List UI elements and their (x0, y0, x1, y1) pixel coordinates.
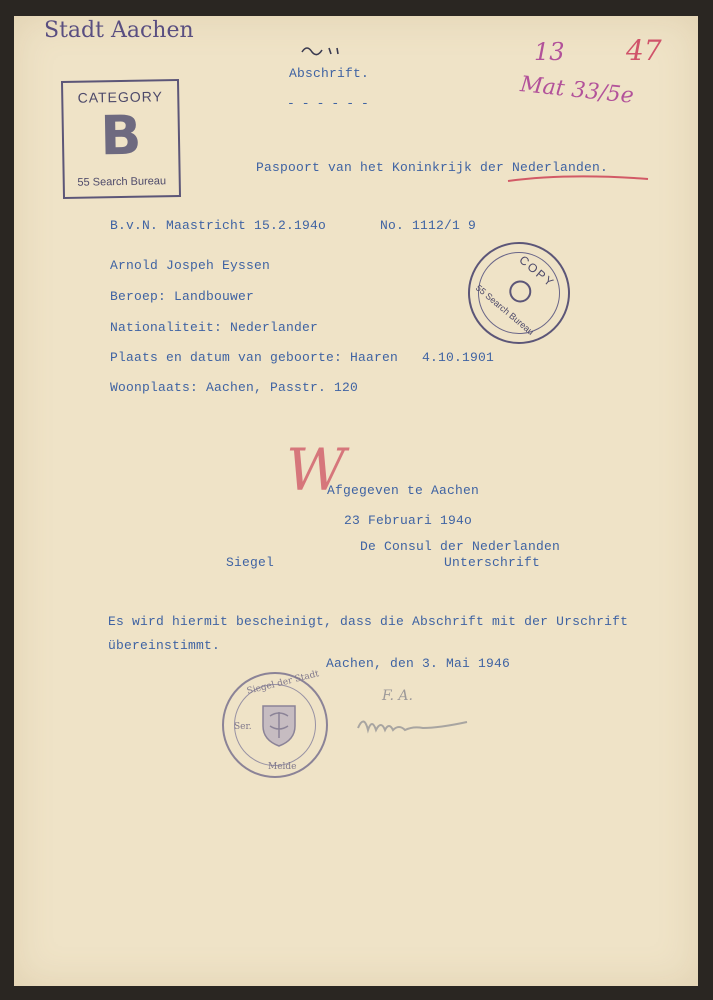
category-label: CATEGORY (77, 88, 164, 106)
holder-birth: Plaats en datum van geboorte: Haaren 4.10.1901 (110, 350, 495, 365)
document-title: Abschrift. (289, 66, 370, 81)
issue-seal-label: Siegel (226, 555, 275, 570)
category-stamp (61, 79, 181, 199)
issue-signature-label: Unterschrift (444, 555, 541, 570)
archive-ref: Mat 33/5e (519, 72, 635, 109)
holder-nationality: Nationaliteit: Nederlander (110, 320, 319, 335)
issue-date: 23 Februari 194o (344, 513, 473, 528)
holder-name: Arnold Jospeh Eyssen (110, 258, 271, 273)
seal-text: Siegel der Stadt (245, 669, 321, 697)
signature (354, 710, 484, 738)
certification-place-date: Aachen, den 3. Mai 1946 (326, 656, 511, 671)
city-seal-stamp (222, 669, 328, 778)
archive-number: 13 (534, 38, 565, 66)
holder-occupation: Beroep: Landbouwer (110, 289, 255, 304)
holder-residence: Woonplaats: Aachen, Passtr. 120 (110, 380, 359, 395)
certification-line-2: übereinstimmt. (108, 638, 221, 653)
title-scribble (299, 42, 349, 58)
issue-place: Afgegeven te Aachen (327, 483, 480, 498)
category-footer: 55 Search Bureau (77, 175, 167, 189)
passport-office: B.v.N. Maastricht 15.2.194o (110, 218, 327, 233)
copy-stamp (447, 221, 591, 365)
category-letter: B (99, 103, 143, 168)
certification-line-1: Es wird hiermit bescheinigt, dass die Abschrift mit der Urschrift (108, 614, 629, 629)
signature-initials: F. A. (382, 688, 413, 704)
passport-heading: Paspoort van het Koninkrijk der Nederlanden. (256, 160, 609, 175)
issue-consul: De Consul der Nederlanden (360, 539, 561, 554)
copy-stamp-bottom: 55 Search Bureau (473, 282, 536, 338)
city-stamp: Stadt Aachen (44, 18, 194, 43)
coat-of-arms-icon (260, 702, 298, 748)
passport-number: No. 1112/1 9 (380, 218, 477, 233)
copy-stamp-top: COPY (516, 252, 558, 291)
seal-bottom: Melde (268, 762, 297, 772)
red-w-mark: W (286, 436, 346, 504)
seal-left: Ser. (234, 722, 252, 732)
heading-underline (506, 172, 656, 186)
document-page (14, 16, 698, 986)
title-rule: ------ (287, 96, 376, 111)
archive-page: 47 (626, 34, 662, 67)
